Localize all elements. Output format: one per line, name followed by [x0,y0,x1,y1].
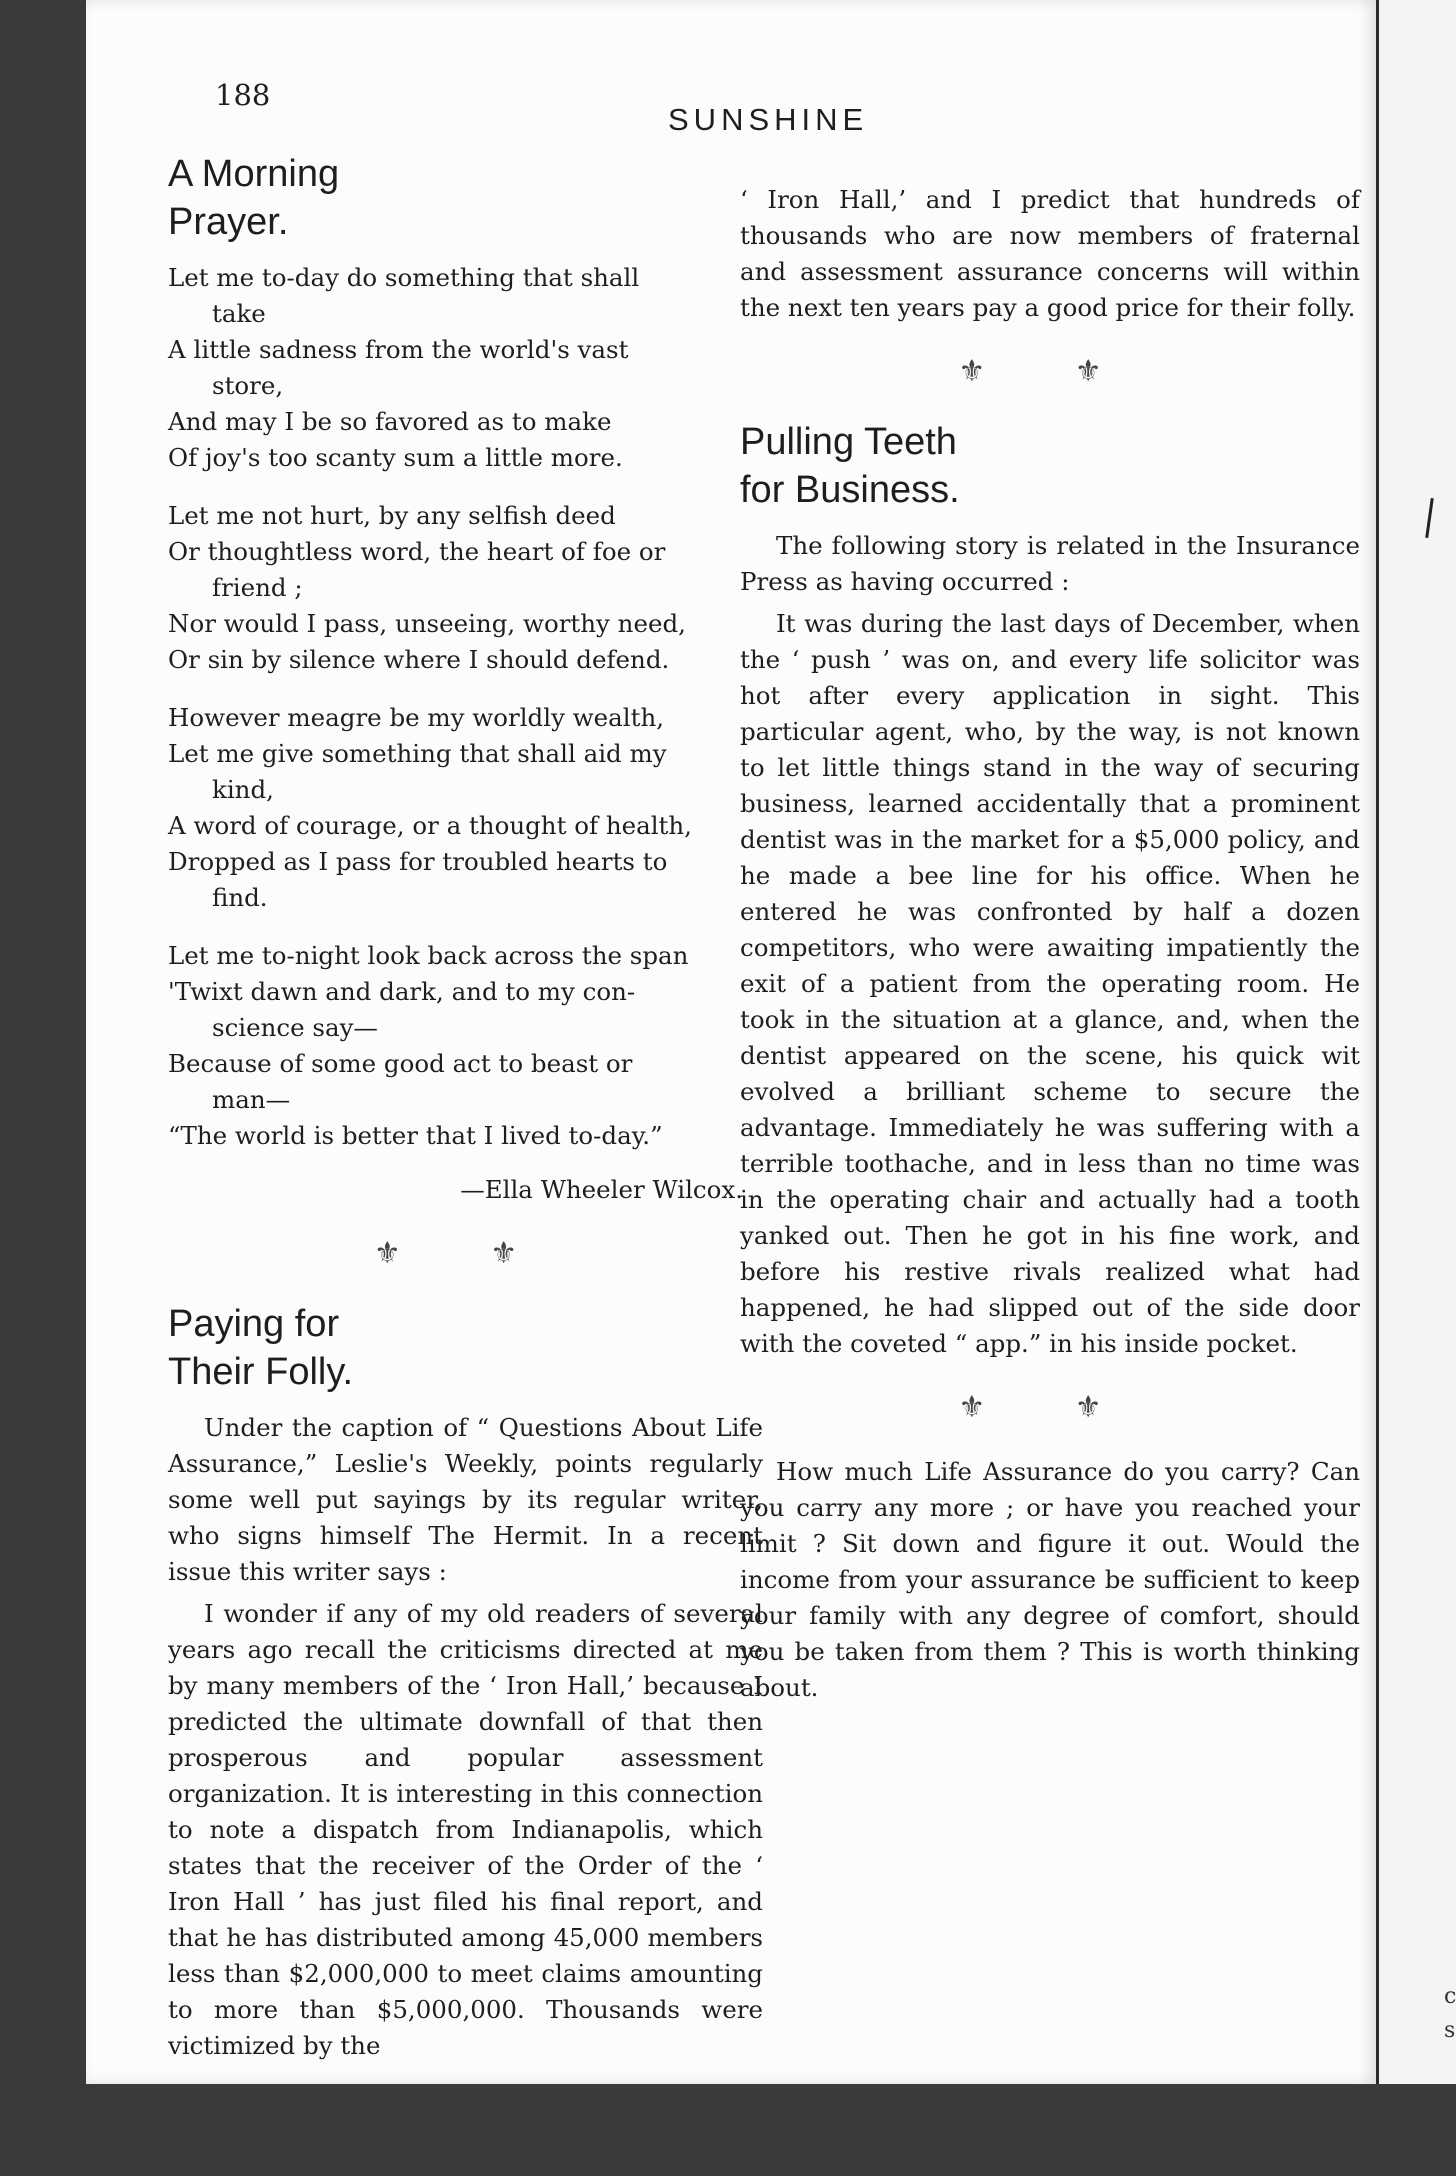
edge-letter: c [1444,1984,1456,2009]
poem-line: Of joy's too scanty sum a little more. [168,443,623,472]
closing-paragraph: How much Life Assurance do you carry? Can you carry any more ; or have you reached your limit ? Sit down and figure it out. Would the income from your assurance be sufficient to keep your family with any degree of comfort, should you be taken from them ? This is worth thinking about. [740,1457,1360,1702]
left-column [168,150,763,2070]
poem-line: Because of some good act to beast or [168,1049,633,1078]
article-continuation: ‘ Iron Hall,’ and I predict that hundreds of thousands who are now members of fraternal and assessment assurance concerns will within the next ten years pay a good price for their folly. [740,185,1360,322]
article-paragraph: It was during the last days of December, when the ‘ push ’ was on, and every life solicitor was hot after every application in sight. This particular agent, who, by the way, is not known to let little things stand in the way of securing business, learned accidentally that a prominent dentist was in the market for a $5,000 policy, and he made a bee line for his office. When he entered he was confronted by half a dozen competitors, who were awaiting impatiently the exit of a patient from the operating room. He took in the situation at a glance, and, when the dentist appeared on the scene, his quick wit evolved a brilliant scheme to secure the advantage. Immediately he was suffering with a terrible toothache, and in less than no time was in the operating chair and actually had a tooth yanked out. Then he got in his fine work, and before his restive rivals realized what had happened, he had slipped out of the side door with the coveted “ app.” in his inside pocket. [740,609,1360,1358]
poem-line: 'Twixt dawn and dark, and to my con- [168,977,636,1006]
poem-title [168,150,763,246]
article-title [740,418,1360,514]
poem-line: science say— [212,1013,378,1042]
poem-line: Let me not hurt, by any selfish deed [168,501,616,530]
poem-line: And may I be so favored as to make [168,407,612,436]
poem-line: A little sadness from the world's vast [168,335,629,364]
poem-attribution: —Ella Wheeler Wilcox. [460,1175,743,1204]
poem-line: Dropped as I pass for troubled hearts to [168,847,668,876]
article-paragraph: Under the caption of “ Questions About Life Assurance,” Leslie's Weekly, points regularly some well put sayings by its regular writer, who signs himself The Hermit. In a recent issue this writer says : [168,1413,763,1586]
page-number: 188 [215,78,271,112]
poem-line: man— [212,1085,291,1114]
article-title-line: Paying for [168,1303,340,1345]
poem-stanza [168,700,763,916]
poem-line: friend ; [212,573,303,602]
poem-title-line: Prayer. [168,201,289,243]
article-title-line: for Business. [740,469,960,511]
article-title-line: Pulling Teeth [740,421,957,463]
poem-title-line: A Morning [168,153,340,195]
fleuron-ornament: ⚜ ⚜ [958,354,1142,389]
poem-line: store, [212,371,284,400]
poem-stanza [168,938,763,1154]
article-paragraph: The following story is related in the Insurance Press as having occurred : [740,531,1360,596]
article-title-line: Their Folly. [168,1351,354,1393]
next-page-edge [1376,0,1456,2084]
poem-line: Or sin by silence where I should defend. [168,645,670,674]
poem-line: “The world is better that I lived to-day.” [168,1121,663,1150]
poem-stanza [168,260,763,476]
poem-stanza [168,498,763,678]
running-head: SUNSHINE [668,102,869,137]
poem-line: Let me to-day do something that shall [168,263,640,292]
poem-line: Let me give something that shall aid my [168,739,667,768]
fleuron-ornament: ⚜ ⚜ [958,1390,1142,1425]
fleuron-ornament: ⚜ ⚜ [373,1236,558,1271]
poem-line: find. [212,883,268,912]
poem-line: A word of courage, or a thought of health, [168,811,692,840]
article-paragraph: I wonder if any of my old readers of several years ago recall the criticisms directed at me by many members of the ‘ Iron Hall,’ because I predicted the ultimate downfall of that then prosperous and popular assessment organization. It is interesting in this connection to note a dispatch from Indianapolis, which states that the receiver of the Order of the ‘ Iron Hall ’ has just filed his final report, and that he has distributed among 45,000 members less than $2,000,000 to meet claims amounting to more than $5,000,000. Thousands were victimized by the [168,1599,763,2060]
poem-line: kind, [212,775,274,804]
poem-line: However meagre be my worldly wealth, [168,703,665,732]
poem-line: Let me to-night look back across the span [168,941,689,970]
poem-line: Or thoughtless word, the heart of foe or [168,537,666,566]
poem-body [168,260,763,1154]
scan-background [0,2084,1456,2176]
edge-letter: s [1444,2018,1456,2043]
poem-line: Nor would I pass, unseeing, worthy need, [168,609,686,638]
right-column [740,182,1360,1712]
article-title [168,1300,763,1396]
poem-line: take [212,299,266,328]
